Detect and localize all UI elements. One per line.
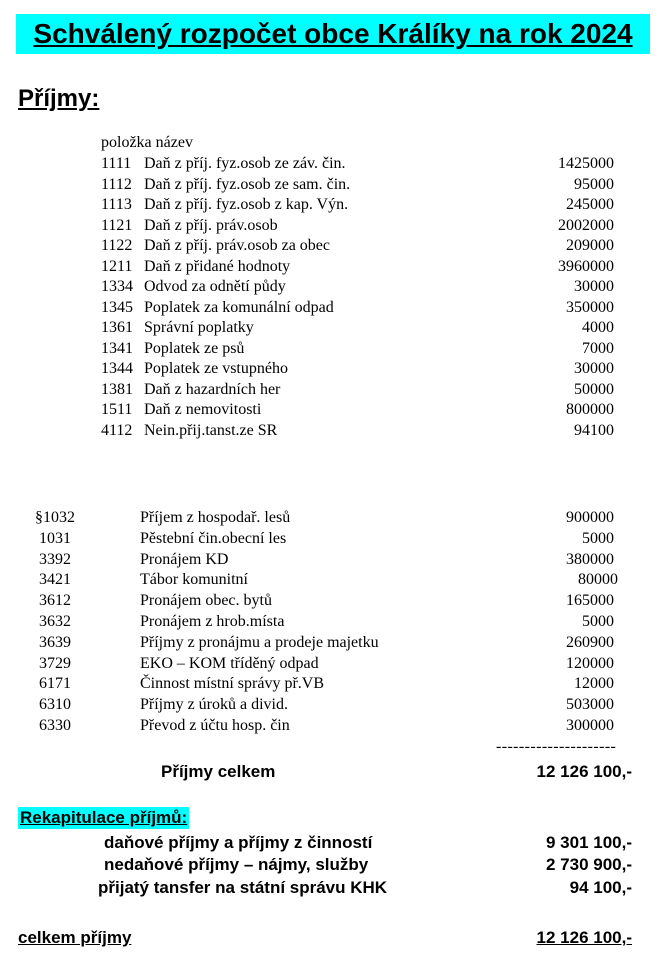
item-amount: 95000 — [574, 175, 614, 193]
item-amount: 30000 — [574, 360, 614, 377]
section-code: 3639 — [39, 633, 71, 651]
recap-line-amount: 94 100,- — [569, 878, 632, 897]
list-item — [0, 339, 660, 360]
section-code: 6171 — [39, 675, 71, 693]
list-item — [0, 654, 660, 675]
item-code: 1121 — [101, 216, 133, 234]
item-code: 4112 — [101, 421, 133, 439]
recap-line-label: nedaňové příjmy – nájmy, služby — [104, 855, 369, 874]
section-heading-income: Příjmy: — [18, 85, 100, 112]
list-item — [0, 550, 660, 571]
section-code: 3729 — [39, 654, 71, 672]
item-code: 1111 — [101, 155, 132, 172]
item-code: 1381 — [101, 380, 133, 398]
list-item — [0, 359, 660, 380]
section-name: Příjem z hospodař. lesů — [140, 509, 291, 526]
section-amount: 120000 — [566, 654, 614, 672]
recap-line-amount: 2 730 900,- — [545, 855, 632, 874]
section-code: §1032 — [35, 509, 75, 526]
item-code: 1345 — [101, 298, 133, 316]
item-amount: 2002000 — [558, 216, 614, 234]
list-item — [0, 154, 660, 175]
grand-total-amount: 12 126 100,- — [536, 928, 632, 947]
column-header: položka název — [101, 134, 193, 151]
section-amount: 380000 — [566, 550, 614, 568]
item-amount: 50000 — [574, 380, 614, 398]
section-income-list — [0, 508, 660, 737]
list-item — [0, 257, 660, 278]
section-name: Pronájem obec. bytů — [140, 592, 272, 610]
list-item — [0, 716, 660, 737]
list-item — [0, 277, 660, 298]
list-item — [0, 236, 660, 257]
tax-income-list — [0, 154, 660, 441]
item-name: Daň z příj. fyz.osob z kap. Výn. — [144, 196, 349, 213]
item-code: 1113 — [101, 196, 132, 213]
item-name: Daň z příj. fyz.osob ze záv. čin. — [144, 155, 346, 172]
item-amount: 94100 — [574, 421, 614, 439]
item-name: Daň z přidané hodnoty — [144, 257, 291, 275]
list-item — [0, 380, 660, 401]
section-name: Příjmy z pronájmu a prodeje majetku — [140, 633, 379, 651]
section-code: 6310 — [39, 696, 71, 714]
total-amount: 12 126 100,- — [536, 762, 632, 781]
item-code: 1361 — [101, 319, 133, 336]
list-item — [0, 674, 660, 695]
recap-line-label: přijatý tansfer na státní správu KHK — [98, 878, 388, 897]
item-amount: 245000 — [566, 196, 614, 213]
item-amount: 800000 — [566, 401, 614, 418]
item-code: 1344 — [101, 360, 133, 377]
item-name: Daň z hazardních her — [144, 380, 281, 398]
section-amount: 165000 — [566, 592, 614, 610]
item-amount: 1425000 — [558, 155, 614, 172]
item-code: 1334 — [101, 278, 133, 295]
item-name: Daň z příj. fyz.osob ze sam. čin. — [144, 175, 351, 193]
section-name: Pronájem KD — [140, 550, 229, 568]
item-code: 1211 — [101, 257, 133, 275]
section-amount: 503000 — [566, 696, 614, 714]
list-item — [0, 612, 660, 633]
item-code: 1511 — [101, 401, 133, 418]
section-amount: 12000 — [574, 675, 614, 693]
section-code: 3632 — [39, 612, 71, 630]
section-name: Tábor komunitní — [140, 571, 248, 589]
section-code: 3612 — [39, 592, 71, 610]
item-name: Poplatek ze vstupného — [144, 360, 288, 377]
list-item — [0, 695, 660, 716]
grand-total-label: celkem příjmy — [18, 928, 132, 947]
item-name: Nein.přij.tanst.ze SR — [144, 421, 278, 439]
list-item — [0, 633, 660, 654]
section-amount: 5000 — [582, 529, 614, 547]
section-code: 3421 — [39, 571, 71, 589]
item-name: Daň z příj. práv.osob — [144, 216, 278, 234]
item-name: Poplatek ze psů — [144, 339, 245, 357]
list-item — [0, 175, 660, 196]
list-item — [0, 195, 660, 216]
section-name: Činnost místní správy př.VB — [140, 675, 325, 693]
section-name: Převod z účtu hosp. čin — [140, 716, 290, 734]
list-item — [0, 400, 660, 421]
recap-heading: Rekapitulace příjmů: — [20, 808, 188, 827]
section-code: 3392 — [39, 550, 71, 568]
item-code: 1341 — [101, 339, 133, 357]
list-item — [0, 591, 660, 612]
sum-divider: --------------------- — [496, 738, 617, 755]
list-item — [0, 216, 660, 237]
item-amount: 3960000 — [558, 257, 614, 275]
item-name: Správní poplatky — [144, 319, 254, 336]
recap-line-amount: 9 301 100,- — [545, 833, 632, 852]
item-name: Odvod za odnětí půdy — [144, 278, 286, 295]
section-code: 1031 — [39, 529, 71, 547]
recap-line-label: daňové příjmy a příjmy z činností — [104, 833, 373, 852]
section-name: Pěstební čin.obecní les — [140, 529, 287, 547]
total-label: Příjmy celkem — [161, 762, 276, 781]
item-amount: 30000 — [574, 278, 614, 295]
section-amount: 900000 — [566, 509, 614, 526]
list-item — [0, 318, 660, 339]
section-amount: 300000 — [566, 716, 614, 734]
list-item — [0, 529, 660, 550]
section-code: 6330 — [39, 716, 71, 734]
section-amount: 80000 — [578, 571, 618, 589]
item-amount: 209000 — [566, 237, 614, 254]
document-title: Schválený rozpočet obce Králíky na rok 2024 — [16, 14, 650, 54]
item-name: Poplatek za komunální odpad — [144, 298, 334, 316]
item-name: Daň z příj. práv.osob za obec — [144, 237, 330, 254]
list-item — [0, 421, 660, 442]
item-code: 1112 — [101, 175, 132, 193]
list-item — [0, 298, 660, 319]
section-name: Pronájem z hrob.místa — [140, 612, 285, 630]
section-name: EKO – KOM tříděný odpad — [140, 654, 319, 672]
item-amount: 7000 — [582, 339, 614, 357]
item-amount: 350000 — [566, 298, 614, 316]
list-item — [0, 508, 660, 529]
section-name: Příjmy z úroků a divid. — [140, 696, 288, 714]
section-amount: 5000 — [582, 612, 614, 630]
item-amount: 4000 — [582, 319, 614, 336]
list-item — [0, 570, 660, 591]
section-amount: 260900 — [566, 633, 614, 651]
item-name: Daň z nemovitosti — [144, 401, 262, 418]
item-code: 1122 — [101, 237, 133, 254]
